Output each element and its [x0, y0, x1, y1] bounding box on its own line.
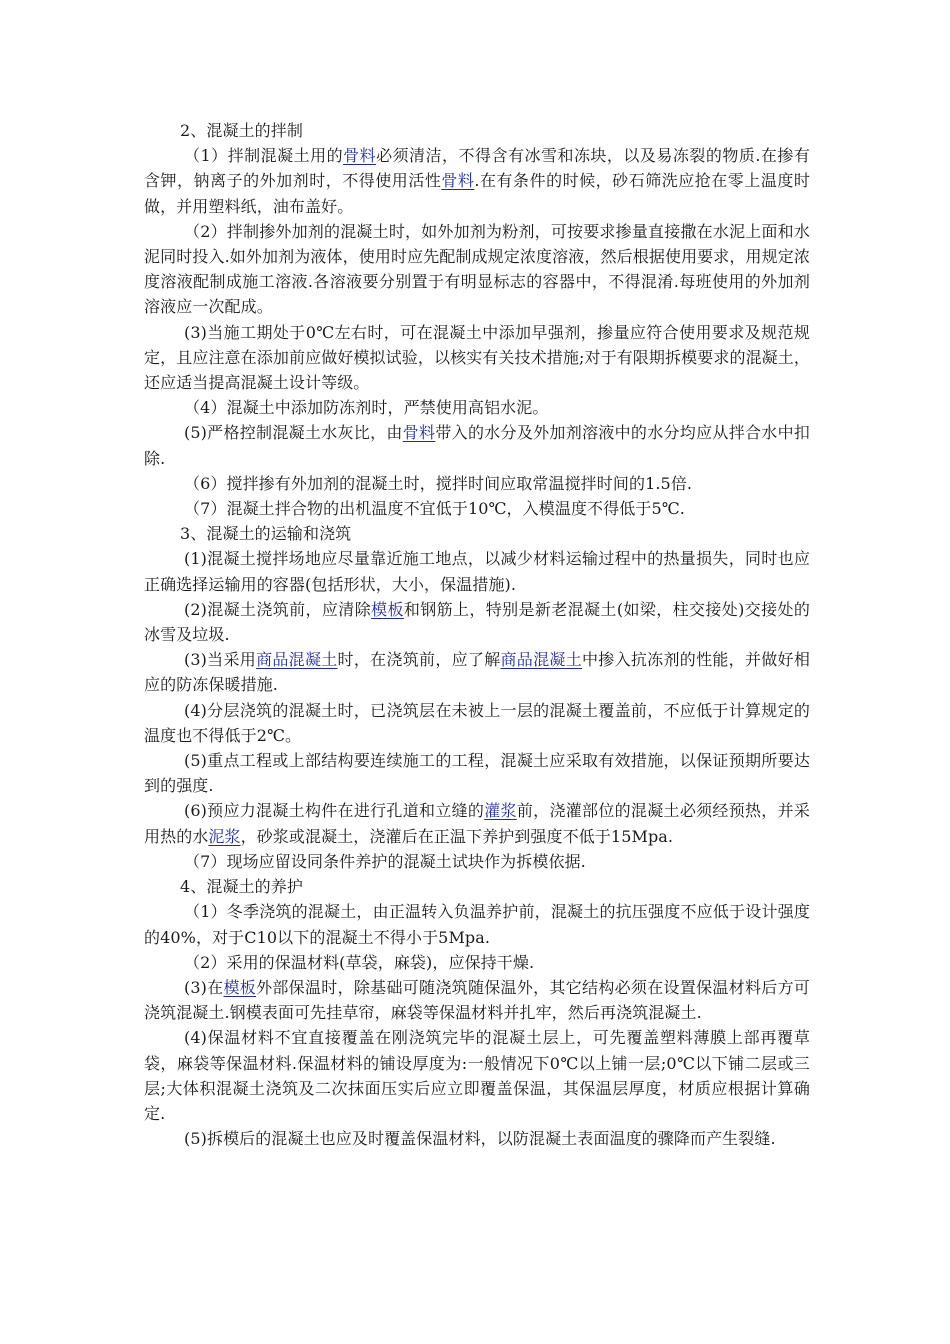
paragraph [144, 395, 810, 420]
section-heading: 3、混凝土的运输和浇筑 [180, 524, 352, 544]
paragraph-text: 中掺入抗冻剂的性能，并做好相应的防冻保暖措施. [144, 650, 810, 695]
document-body [144, 118, 810, 1151]
keyword-link[interactable]: 灌浆 [484, 801, 517, 821]
keyword-link[interactable]: 模板 [371, 599, 404, 619]
paragraph-text: (4)分层浇筑的混凝土时，已浇筑层在未被上一层的混凝土覆盖前，不应低于计算规定的温度也不得低于2℃。 [144, 700, 810, 745]
paragraph-text: ，砂浆或混凝土，浇灌后在正温下养护到强度不低于15Mpa. [240, 826, 674, 846]
paragraph-text: 外部保温时，除基础可随浇筑随保温外，其它结构必须在设置保温材料后方可浇筑混凝土.钢模表面可先挂草帘，麻袋等保温材料并扎牢，然后再浇筑混凝土. [144, 977, 811, 1023]
keyword-link[interactable]: 商品混凝土 [256, 650, 338, 670]
paragraph [144, 950, 810, 975]
paragraph-text: 和钢筋上，特别是新老混凝土(如梁，柱交接处)交接处的冰雪及垃圾. [144, 599, 810, 645]
section-heading: 4、混凝土的养护 [180, 877, 303, 897]
paragraph-text: .在有条件的时候，砂石筛洗应抢在零上温度时做，并用塑料纸，油布盖好。 [144, 171, 810, 216]
keyword-link[interactable]: 泥浆 [208, 826, 241, 846]
section-heading: 2、混凝土的拌制 [180, 121, 303, 140]
paragraph-text: (6)预应力混凝土构件在进行孔道和立缝的 [184, 801, 485, 821]
paragraph-text: 必须清洁，不得含有冰雪和冻块，以及易冻裂的物质.在掺有含钾，钠离子的外加剂时，不得使用活性 [144, 146, 810, 191]
keyword-link[interactable]: 商品混凝土 [500, 650, 582, 670]
paragraph-text: （1）冬季浇筑的混凝土，由正温转入负温养护前，混凝土的抗压强度不应低于设计强度的40%，对于C10以下的混凝土不得小于5Mpa. [144, 902, 810, 947]
paragraph-text: （1）拌制混凝土用的 [184, 146, 344, 166]
paragraph [144, 143, 810, 219]
paragraph-text: 前，浇灌部位的混凝土必须经预热，并采用热的水 [144, 801, 811, 846]
paragraph [144, 975, 810, 1025]
paragraph [144, 1025, 810, 1126]
paragraph [144, 748, 810, 798]
paragraph-text: （6）搅拌掺有外加剂的混凝土时，搅拌时间应取常温搅拌时间的1.5倍. [184, 473, 693, 493]
paragraph-text: (1)混凝土搅拌场地应尽量靠近施工地点，以减少材料运输过程中的热量损失，同时也应正确选择运输用的容器(包括形状，大小，保温措施). [144, 549, 810, 594]
paragraph-text: （2）采用的保温材料(草袋，麻袋)，应保持干燥. [184, 952, 535, 972]
paragraph-text: (4)保温材料不宜直接覆盖在刚浇筑完毕的混凝土层上，可先覆盖塑料薄膜上部再覆草袋，麻袋等保温材料.保温材料的铺设厚度为:一般情况下0℃以上铺一层;0℃以下铺二层或三层;大体积混凝土浇筑及二次抹面压实后应立即覆盖保温，其保温层厚度，材质应根据计算确定. [144, 1028, 810, 1123]
paragraph-text: 带入的水分及外加剂溶液中的水分均应从拌合水中扣除. [144, 423, 810, 468]
paragraph-text: (5)拆模后的混凝土也应及时覆盖保温材料，以防混凝土表面温度的骤降而产生裂缝. [184, 1129, 776, 1149]
paragraph-text: （4）混凝土中添加防冻剂时，严禁使用高铝水泥。 [184, 398, 549, 418]
paragraph [144, 698, 810, 748]
paragraph [144, 849, 810, 874]
paragraph [144, 420, 810, 470]
paragraph [144, 899, 810, 949]
paragraph-text: （7）现场应留设同条件养护的混凝土试块作为拆模依据. [184, 851, 586, 871]
paragraph-text: 时，在浇筑前，应了解 [337, 650, 501, 670]
paragraph [144, 647, 810, 697]
paragraph-text: (2)混凝土浇筑前，应清除 [184, 599, 372, 619]
paragraph [144, 597, 810, 647]
keyword-link[interactable]: 模板 [223, 977, 257, 997]
paragraph-text: (5)重点工程或上部结构要连续施工的工程，混凝土应采取有效措施，以保证预期所要达到的强度. [144, 751, 810, 796]
keyword-link[interactable]: 骨料 [343, 146, 377, 166]
paragraph [144, 320, 810, 396]
paragraph [144, 546, 810, 596]
paragraph [144, 471, 810, 496]
paragraph [144, 496, 810, 521]
paragraph-text: (3)当施工期处于0℃左右时，可在混凝土中添加早强剂，掺量应符合使用要求及规范规定，且应注意在添加前应做好模拟试验，以核实有关技术措施;对于有限期拆模要求的混凝土，还应适当提高混凝土设计等级。 [144, 322, 810, 393]
paragraph-text: (5)严格控制混凝土水灰比，由 [184, 423, 403, 443]
paragraph-text: （7）混凝土拌合物的出机温度不宜低于10℃，入模温度不得低于5℃. [184, 499, 685, 519]
paragraph [144, 1126, 810, 1151]
paragraph [144, 798, 810, 848]
paragraph [144, 219, 810, 320]
paragraph-text: (3)当采用 [184, 650, 257, 670]
keyword-link[interactable]: 骨料 [402, 423, 436, 443]
paragraph-text: （2）拌制掺外加剂的混凝土时，如外加剂为粉剂，可按要求掺量直接撒在水泥上面和水泥同时投入.如外加剂为液体，使用时应先配制成规定浓度溶液，然后根据使用要求，用规定浓度溶液配制成施工溶液.各溶液要分别置于有明显标志的容器中，不得混淆.每班使用的外加剂溶液应一次配成。 [144, 221, 810, 317]
keyword-link[interactable]: 骨料 [441, 171, 475, 191]
paragraph-text: (3)在 [184, 977, 224, 997]
